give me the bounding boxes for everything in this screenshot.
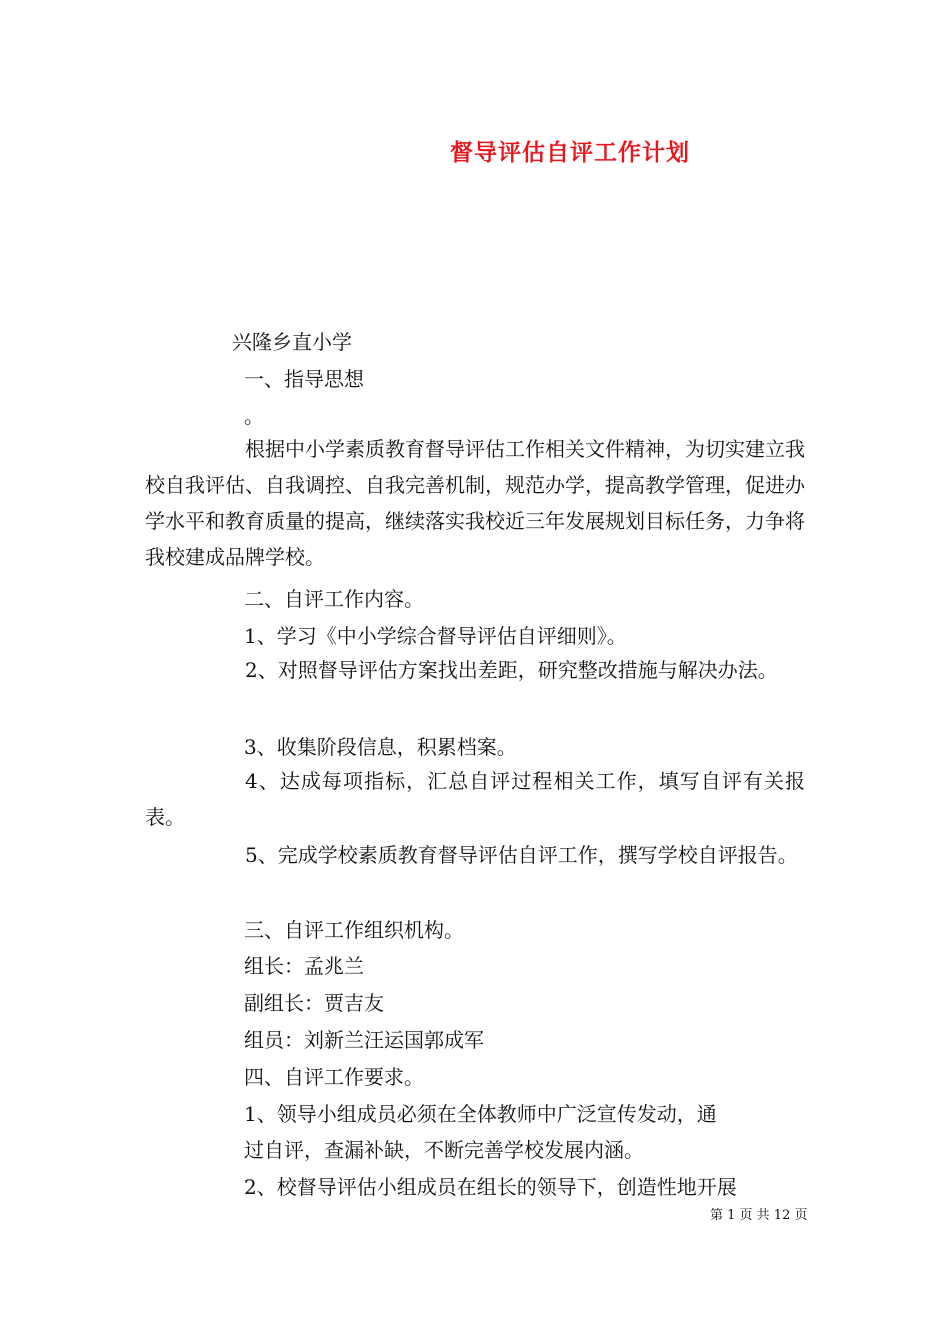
section1-body	[145, 431, 805, 575]
section1-mark: 。	[244, 404, 264, 428]
page-number-footer: 第 1 页 共 12 页	[710, 1208, 808, 1223]
section3-leader: 组长：孟兆兰	[244, 954, 364, 978]
section3-members: 组员：刘新兰汪运国郭成军	[244, 1028, 484, 1052]
section4-item-2: 2、校督导评估小组成员在组长的领导下，创造性地开展	[244, 1175, 737, 1199]
section2-item-5-text: 5、完成学校素质教育督导评估自评工作，撰写学校自评报告。	[245, 843, 798, 867]
section3-deputy: 副组长：贾吉友	[244, 991, 384, 1015]
section4-heading: 四、自评工作要求。	[244, 1065, 424, 1089]
section2-item-3: 3、收集阶段信息，积累档案。	[244, 735, 517, 759]
section1-body-text: 根据中小学素质教育督导评估工作相关文件精神，为切实建立我校自我评估、自我调控、自我完善机制，规范办学，提高教学管理，促进办学水平和教育质量的提高，继续落实我校近三年发展规划目标任务，力争将我校建成品牌学校。	[145, 437, 805, 569]
section1-heading: 一、指导思想	[244, 367, 364, 391]
section4-item-1-line-1: 1、领导小组成员必须在全体教师中广泛宣传发动，通	[244, 1102, 717, 1126]
document-title: 督导评估自评工作计划	[450, 139, 690, 166]
section2-item-1: 1、学习《中小学综合督导评估自评细则》。	[244, 624, 627, 648]
section2-item-2-text: 2、对照督导评估方案找出差距，研究整改措施与解决办法。	[245, 658, 778, 682]
section2-item-2	[145, 652, 805, 688]
school-name: 兴隆乡直小学	[232, 330, 352, 354]
section2-item-4	[145, 763, 805, 835]
section2-item-5	[145, 837, 805, 873]
section2-item-4-text: 4、达成每项指标，汇总自评过程相关工作，填写自评有关报表。	[145, 769, 805, 829]
section4-item-1-line-2: 过自评，查漏补缺，不断完善学校发展内涵。	[244, 1138, 644, 1162]
section2-heading: 二、自评工作内容。	[244, 587, 424, 611]
section3-heading: 三、自评工作组织机构。	[244, 918, 464, 942]
